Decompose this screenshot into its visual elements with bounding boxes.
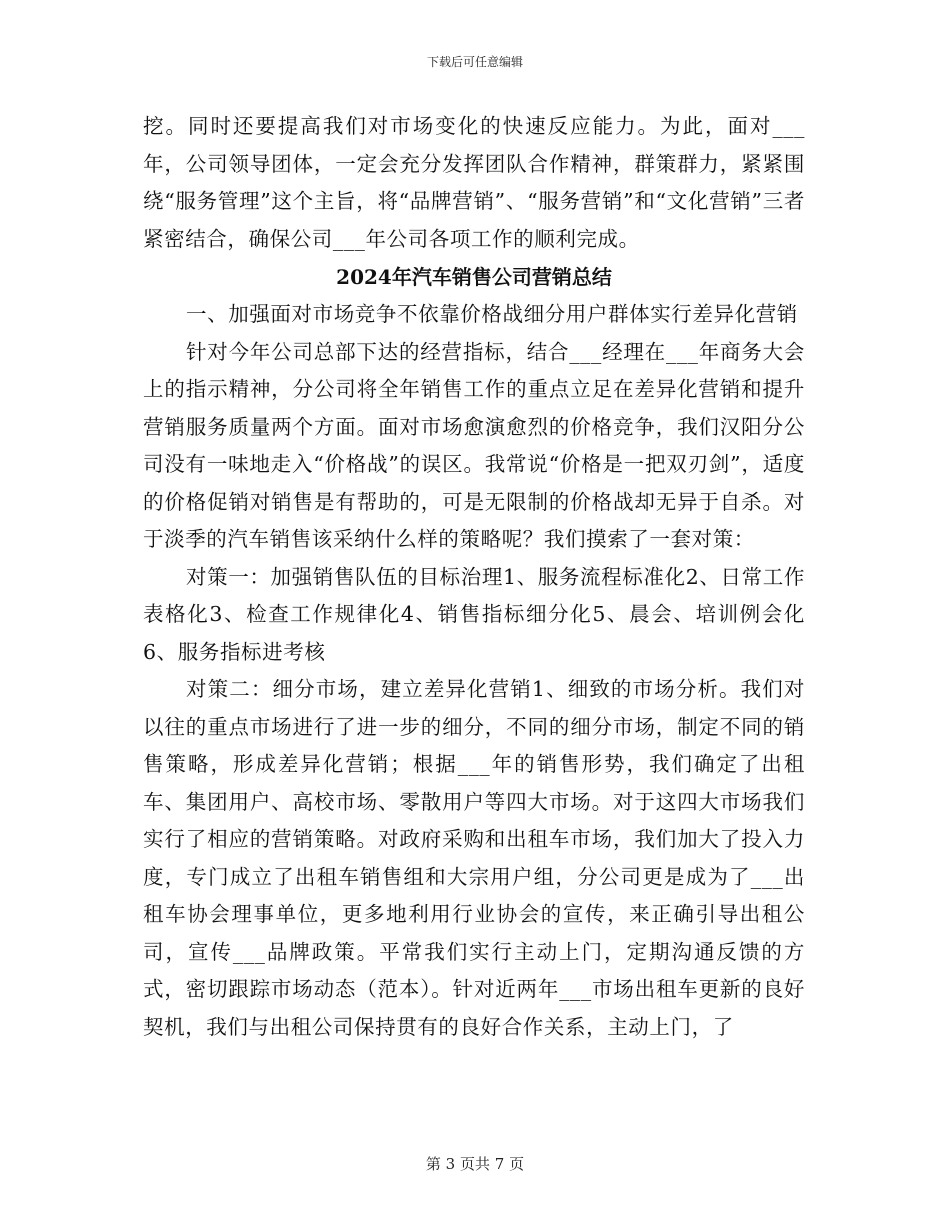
paragraph-strategy-two: 对策二：细分市场，建立差异化营销1、细致的市场分析。我们对以往的重点市场进行了进一步的细分，不同的细分市场，制定不同的销售策略，形成差异化营销；根据___年的销售形势，我们确定了出租车、集团用户、高校市场、零散用户等四大市场。对于这四大市场我们实行了相应的营销策略。对政府采购和出租车市场，我们加大了投入力度，专门成立了出租车销售组和大宗用户组，分公司更是成为了___出租车协会理事单位，更多地利用行业协会的宣传，来正确引导出租公司，宣传___品牌政策。平常我们实行主动上门，定期沟通反馈的方式，密切跟踪市场动态（范本）。针对近两年___市场出租车更新的良好契机，我们与出租公司保持贯有的良好合作关系，主动上门，了 <box>143 677 805 1039</box>
paragraph-strategy-one: 对策一：加强销售队伍的目标治理1、服务流程标准化2、日常工作表格化3、检查工作规律化4、销售指标细分化5、晨会、培训例会化6、服务指标进考核 <box>143 564 805 664</box>
document-body <box>143 108 805 1046</box>
page-footer: 第 3 页共 7 页 <box>425 1155 525 1173</box>
intro-paragraph: 挖。同时还要提高我们对市场变化的快速反应能力。为此，面对___年，公司领导团体，一定会充分发挥团队合作精神，群策群力，紧紧围绕“服务管理”这个主旨，将“品牌营销”、“服务营销”和“文化营销”三者紧密结合，确保公司___年公司各项工作的顺利完成。 <box>143 114 805 251</box>
paragraph-heading-one: 一、加强面对市场竞争不依靠价格战细分用户群体实行差异化营销 <box>186 302 798 326</box>
paragraph-strategy-intro: 针对今年公司总部下达的经营指标，结合___经理在___年商务大会上的指示精神，分公司将全年销售工作的重点立足在差异化营销和提升营销服务质量两个方面。面对市场愈演愈烈的价格竞争，我们汉阳分公司没有一味地走入“价格战”的误区。我常说“价格是一把双刃剑”，适度的价格促销对销售是有帮助的，可是无限制的价格战却无异于自杀。对于淡季的汽车销售该采纳什么样的策略呢？我们摸索了一套对策： <box>143 339 805 551</box>
page-header: 下载后可任意编辑 <box>426 55 523 69</box>
section-title: 2024年汽车销售公司营销总结 <box>336 265 612 289</box>
